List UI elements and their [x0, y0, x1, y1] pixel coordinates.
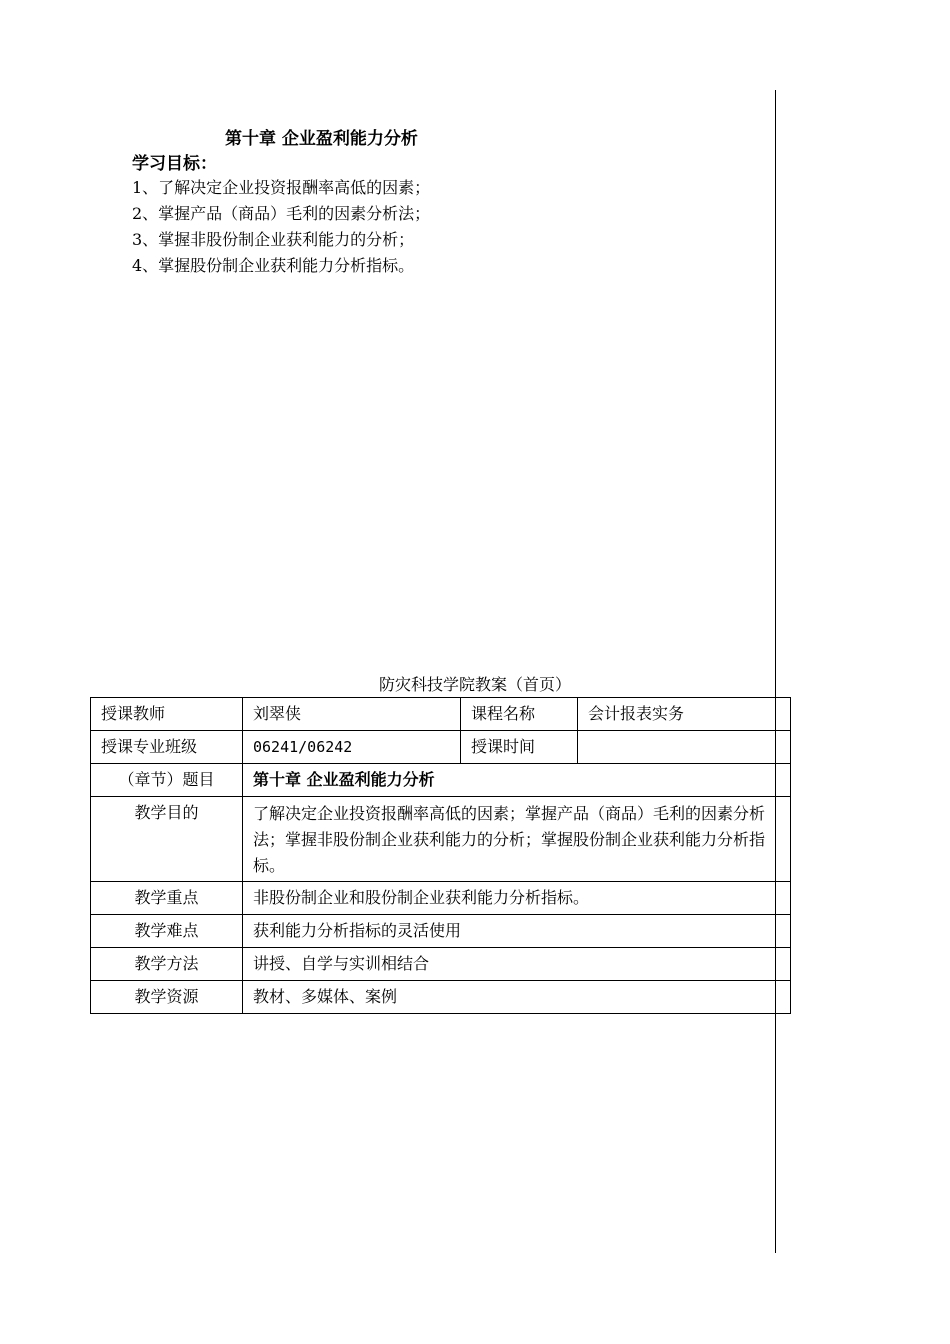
table-caption: 防灾科技学院教案（首页）: [378, 675, 571, 694]
resource-label: 教学资源: [91, 981, 243, 1014]
keypoint-value: 非股份制企业和股份制企业获利能力分析指标。: [243, 882, 791, 915]
learning-goal-item: 3、掌握非股份制企业获利能力的分析；: [132, 230, 415, 249]
time-label: 授课时间: [461, 731, 578, 764]
learning-goals-heading: 学习目标：: [132, 154, 217, 174]
table-row: [91, 915, 791, 948]
table-row: [91, 797, 791, 882]
teacher-label: 授课教师: [91, 698, 243, 731]
chapter-title: 第十章 企业盈利能力分析: [225, 129, 418, 149]
method-label: 教学方法: [91, 948, 243, 981]
learning-goal-item: 2、掌握产品（商品）毛利的因素分析法；: [132, 204, 431, 223]
table-row: [91, 698, 791, 731]
learning-goal-item: 1、了解决定企业投资报酬率高低的因素；: [132, 178, 431, 197]
keypoint-label: 教学重点: [91, 882, 243, 915]
method-value: 讲授、自学与实训相结合: [243, 948, 791, 981]
lesson-plan-table: [90, 697, 791, 1014]
difficulty-value: 获利能力分析指标的灵活使用: [243, 915, 791, 948]
time-value: [578, 731, 791, 764]
margin-rule-line: [775, 90, 776, 1253]
learning-goal-item: 4、掌握股份制企业获利能力分析指标。: [132, 256, 415, 275]
teacher-value: 刘翠侠: [243, 698, 461, 731]
table-row: [91, 882, 791, 915]
table-row: [91, 731, 791, 764]
learning-goals-list: [132, 175, 430, 279]
topic-label: （章节）题目: [91, 764, 243, 797]
table-row: [91, 981, 791, 1014]
course-value: 会计报表实务: [578, 698, 791, 731]
class-value: 06241/06242: [243, 731, 461, 764]
purpose-label: 教学目的: [91, 797, 243, 882]
course-label: 课程名称: [461, 698, 578, 731]
difficulty-label: 教学难点: [91, 915, 243, 948]
purpose-value: 了解决定企业投资报酬率高低的因素；掌握产品（商品）毛利的因素分析法；掌握非股份制企业获利能力的分析；掌握股份制企业获利能力分析指标。: [243, 797, 791, 882]
topic-value: 第十章 企业盈利能力分析: [243, 764, 791, 797]
resource-value: 教材、多媒体、案例: [243, 981, 791, 1014]
table-row: [91, 764, 791, 797]
class-label: 授课专业班级: [91, 731, 243, 764]
table-row: [91, 948, 791, 981]
